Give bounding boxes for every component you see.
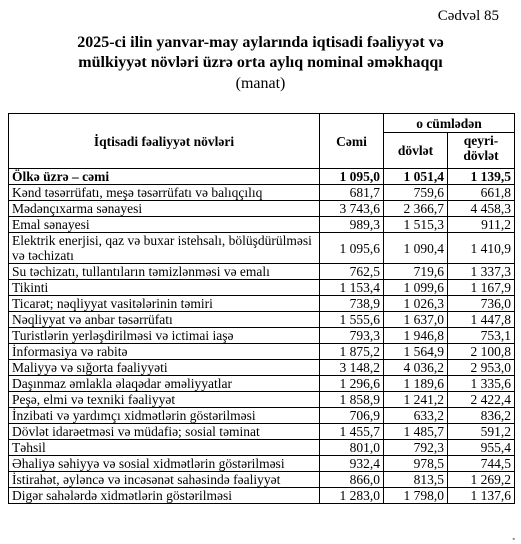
- row-total: 932,4: [320, 456, 384, 472]
- row-name: Kənd təsərrüfatı, meşə təsərrüfatı və balıqçılıq: [9, 185, 320, 201]
- row-nonstate: 2 100,8: [448, 344, 515, 360]
- row-name: Maliyyə və sığorta fəaliyyəti: [9, 360, 320, 376]
- row-total: 1 875,2: [320, 344, 384, 360]
- row-total: 1 858,9: [320, 392, 384, 408]
- row-total: 1 153,4: [320, 280, 384, 296]
- table-row: [9, 264, 515, 280]
- row-state: 1 798,0: [384, 488, 448, 504]
- row-state: 1 564,9: [384, 344, 448, 360]
- row-state: 1 189,6: [384, 376, 448, 392]
- header-total: Cəmi: [320, 114, 384, 169]
- table-row: [9, 344, 515, 360]
- row-total: 681,7: [320, 185, 384, 201]
- row-state: 633,2: [384, 408, 448, 424]
- table-row: [9, 280, 515, 296]
- row-nonstate: 744,5: [448, 456, 515, 472]
- row-name: Dövlət idarəetməsi və müdafiə; sosial təminat: [9, 424, 320, 440]
- row-nonstate: 1 269,2: [448, 472, 515, 488]
- row-name: İstirahət, əyləncə və incəsənət sahəsində fəaliyyət: [9, 472, 320, 488]
- row-nonstate: 753,1: [448, 328, 515, 344]
- table-row: [9, 169, 515, 185]
- row-total: 1 095,6: [320, 233, 384, 264]
- row-nonstate: 1 447,8: [448, 312, 515, 328]
- table-row: [9, 328, 515, 344]
- table-row: [9, 296, 515, 312]
- row-total: 989,3: [320, 217, 384, 233]
- table-title: [0, 33, 521, 73]
- row-state: 1 637,0: [384, 312, 448, 328]
- row-name: Digər sahələrdə xidmətlərin göstərilməsi: [9, 488, 320, 504]
- row-name: Turistlərin yerləşdirilməsi və ictimai iaşə: [9, 328, 320, 344]
- row-state: 759,6: [384, 185, 448, 201]
- row-total: 3 148,2: [320, 360, 384, 376]
- table-row: [9, 488, 515, 504]
- table-row: [9, 185, 515, 201]
- title-line-1: 2025-ci ilin yanvar-may aylarında iqtisadi fəaliyyət və: [77, 34, 444, 51]
- unit-label: (manat): [235, 75, 286, 92]
- row-nonstate: 1 335,6: [448, 376, 515, 392]
- table-row: [9, 472, 515, 488]
- row-state: 1 051,4: [384, 169, 448, 185]
- table-body: [9, 169, 515, 504]
- table-row: [9, 456, 515, 472]
- row-name: Tikinti: [9, 280, 320, 296]
- row-nonstate: 2 953,0: [448, 360, 515, 376]
- row-nonstate: 1 139,5: [448, 169, 515, 185]
- row-total: 866,0: [320, 472, 384, 488]
- row-state: 978,5: [384, 456, 448, 472]
- row-state: 4 036,2: [384, 360, 448, 376]
- row-nonstate: 736,0: [448, 296, 515, 312]
- row-state: 813,5: [384, 472, 448, 488]
- row-total: 1 296,6: [320, 376, 384, 392]
- row-name: Təhsil: [9, 440, 320, 456]
- header-activity: İqtisadi fəaliyyət növləri: [9, 114, 320, 169]
- row-nonstate: 911,2: [448, 217, 515, 233]
- table-number-label: Cədvəl 85: [437, 8, 499, 24]
- row-state: 719,6: [384, 264, 448, 280]
- watermark-logo: ■: [512, 536, 515, 541]
- row-state: 1 946,8: [384, 328, 448, 344]
- table-row: [9, 360, 515, 376]
- row-state: 1 241,2: [384, 392, 448, 408]
- header-group: o cümlədən: [384, 114, 515, 133]
- table-row: [9, 201, 515, 217]
- row-state: 1 090,4: [384, 233, 448, 264]
- row-name: Ticarət; nəqliyyat vasitələrinin təmiri: [9, 296, 320, 312]
- table-row: [9, 312, 515, 328]
- row-name: Əhaliyə səhiyyə və sosial xidmətlərin göstərilməsi: [9, 456, 320, 472]
- row-name: Nəqliyyat və anbar təsərrüfatı: [9, 312, 320, 328]
- row-nonstate: 1 337,3: [448, 264, 515, 280]
- table-row: [9, 392, 515, 408]
- table-row: [9, 376, 515, 392]
- row-name: Daşınmaz əmlakla əlaqədar əməliyyatlar: [9, 376, 320, 392]
- table-row: [9, 233, 515, 264]
- row-nonstate: 4 458,3: [448, 201, 515, 217]
- row-name: İnzibati və yardımçı xidmətlərin göstərilməsi: [9, 408, 320, 424]
- row-name: Su təchizatı, tullantıların təmizlənməsi və emalı: [9, 264, 320, 280]
- row-name: Ölkə üzrə – cəmi: [9, 169, 320, 185]
- row-state: 1 515,3: [384, 217, 448, 233]
- row-state: 1 485,7: [384, 424, 448, 440]
- table-row: [9, 424, 515, 440]
- row-nonstate: 955,4: [448, 440, 515, 456]
- header-nonstate: qeyri-dövlət: [448, 133, 515, 169]
- row-nonstate: 661,8: [448, 185, 515, 201]
- row-total: 1 095,0: [320, 169, 384, 185]
- row-total: 793,3: [320, 328, 384, 344]
- row-name: Peşə, elmi və texniki fəaliyyət: [9, 392, 320, 408]
- row-total: 3 743,6: [320, 201, 384, 217]
- row-nonstate: 2 422,4: [448, 392, 515, 408]
- row-state: 1 099,6: [384, 280, 448, 296]
- row-total: 1 455,7: [320, 424, 384, 440]
- row-nonstate: 591,2: [448, 424, 515, 440]
- table-row: [9, 408, 515, 424]
- row-nonstate: 1 167,9: [448, 280, 515, 296]
- row-state: 2 366,7: [384, 201, 448, 217]
- header-state: dövlət: [384, 133, 448, 169]
- row-name: İnformasiya və rabitə: [9, 344, 320, 360]
- row-total: 706,9: [320, 408, 384, 424]
- row-state: 1 026,3: [384, 296, 448, 312]
- table-row: [9, 217, 515, 233]
- row-nonstate: 836,2: [448, 408, 515, 424]
- row-total: 738,9: [320, 296, 384, 312]
- row-name: Elektrik enerjisi, qaz və buxar istehsalı, bölüşdürülməsi və təchizatı: [9, 233, 320, 264]
- row-name: Emal sənayesi: [9, 217, 320, 233]
- row-name: Mədənçıxarma sənayesi: [9, 201, 320, 217]
- row-nonstate: 1 410,9: [448, 233, 515, 264]
- table-row: [9, 440, 515, 456]
- title-line-2: mülkiyyət növləri üzrə orta aylıq nominal əməkhaqqı: [78, 54, 443, 71]
- row-nonstate: 1 137,6: [448, 488, 515, 504]
- row-total: 1 283,0: [320, 488, 384, 504]
- row-total: 801,0: [320, 440, 384, 456]
- row-total: 762,5: [320, 264, 384, 280]
- row-state: 792,3: [384, 440, 448, 456]
- row-total: 1 555,6: [320, 312, 384, 328]
- salary-table: [8, 113, 515, 504]
